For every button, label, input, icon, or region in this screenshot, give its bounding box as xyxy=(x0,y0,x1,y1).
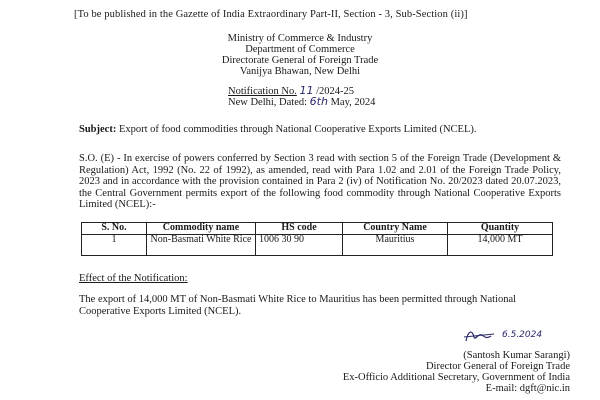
header-country: Country Name xyxy=(343,223,448,235)
subject-line xyxy=(79,124,549,136)
department-name: Department of Commerce xyxy=(245,44,355,55)
header-sno: S. No. xyxy=(82,223,147,235)
effect-text: The export of 14,000 MT of Non-Basmati White Rice to Mauritius has been permitted through National Cooperative Exports Limited (NCEL). xyxy=(79,294,517,317)
signature-scribble-icon xyxy=(458,325,568,347)
subject-text: Export of food commodities through National Cooperative Exports Limited (NCEL). xyxy=(118,124,477,135)
office-address: Vanijya Bhawan, New Delhi xyxy=(239,66,361,77)
table-header-row xyxy=(82,223,553,235)
signatory-title: Director General of Foreign Trade xyxy=(425,361,570,372)
notification-year: /2024-25 xyxy=(316,86,354,97)
header-quantity: Quantity xyxy=(448,223,553,235)
effect-heading: Effect of the Notification: xyxy=(79,273,188,284)
commodity-table xyxy=(81,222,553,256)
cell-hs-code: 1006 30 90 xyxy=(256,235,343,256)
header-hs-code: HS code xyxy=(256,223,343,235)
gazette-line: [To be published in the Gazette of India Extraordinary Part-II, Section - 3, Sub-Section (ii)] xyxy=(74,9,468,20)
ministry-name: Ministry of Commerce & Industry xyxy=(227,33,373,44)
date-day-handwritten: 6th xyxy=(309,95,328,108)
notification-number-handwritten: 11 xyxy=(299,84,314,97)
directorate-name: Directorate General of Foreign Trade xyxy=(221,55,379,66)
subject-label: Subject: xyxy=(79,124,117,135)
signatory-additional: Ex-Officio Additional Secretary, Government of India xyxy=(342,372,570,383)
signature-date: 6.5.2024 xyxy=(502,330,543,340)
date-rest: May, 2024 xyxy=(330,97,376,108)
signatory-name: (Santosh Kumar Sarangi) xyxy=(463,350,570,361)
cell-sno: 1 xyxy=(82,235,147,256)
cell-quantity: 14,000 MT xyxy=(448,235,553,256)
header-commodity: Commodity name xyxy=(147,223,256,235)
notification-label: Notification No. xyxy=(228,86,297,97)
cell-country: Mauritius xyxy=(343,235,448,256)
body-paragraph: S.O. (E) - In exercise of powers conferred by Section 3 read with section 5 of the Foreign Trade (Development & Regulation) Act, 1992 (No. 22 of 1992), as amended, read with Para 1.02 and 2.01 of the Foreign Trade Policy, 2023 and in accordance with the provision contained in Para 2 (iv) of Notification No. 20/2023 dated 20.07.2023, the Central Government permits export of the following food commodity through National Cooperative Exports Limited (NCEL):- xyxy=(79,153,561,211)
table-row xyxy=(82,235,553,256)
notification-date xyxy=(228,95,375,108)
dated-label: New Delhi, Dated: xyxy=(228,97,308,108)
signatory-email: E-mail: dgft@nic.in xyxy=(485,383,570,394)
cell-commodity: Non-Basmati White Rice xyxy=(147,235,256,256)
